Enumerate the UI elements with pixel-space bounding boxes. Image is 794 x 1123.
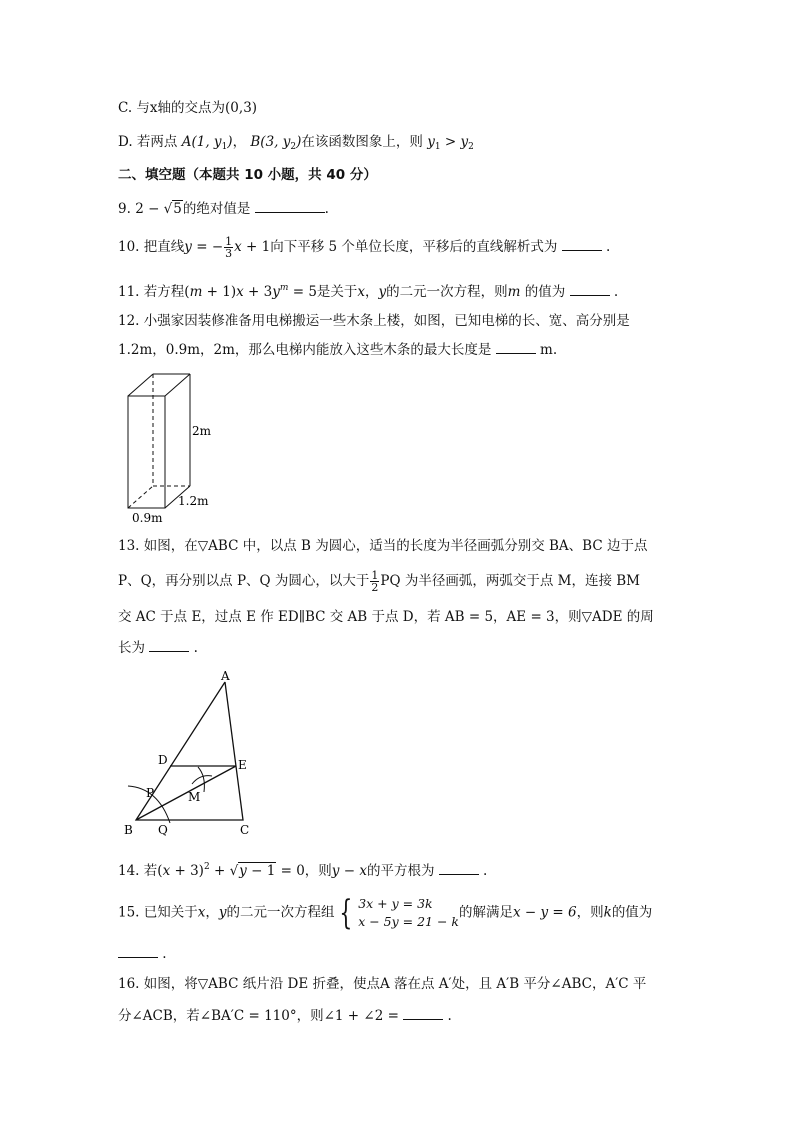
question-10: 10. 把直线y = − $\frac{1}{3}$ x + 1向下平移 5 个单位长度，平移后的直线解析式为 .	[118, 235, 611, 260]
answer-blank-16[interactable]	[403, 1005, 443, 1020]
question-14: 14. 若$(x + 3)^2 + √y - 1 = 0$，则y − x的平方根为 .	[118, 862, 488, 879]
label-m: M	[188, 790, 201, 804]
label-c: C	[240, 823, 250, 837]
question-13-line2: P、Q，再分别以点 P、Q 为圆心，以大于 $\frac{1}{2}$ PQ 为半径画弧，两弧交于点 M，连接 BM	[118, 569, 640, 594]
answer-blank-13[interactable]	[149, 637, 189, 652]
label-d: D	[158, 753, 168, 767]
label-e: E	[238, 758, 247, 772]
label-height: 2m	[192, 424, 212, 438]
question-12-line2: 1.2m，0.9m，2m，那么电梯内能放入这些木条的最大长度是 m.	[118, 339, 557, 360]
label-a: A	[221, 669, 230, 683]
question-15-answer-line: .	[118, 943, 167, 964]
question-13-line3: 交 AC 于点 E，过点 E 作 ED∥BC 交 AB 于点 D，若 AB = 5，AE = 3，则▽ADE 的周	[118, 609, 654, 625]
question-13-line1: 13. 如图，在▽ABC 中，以点 B 为圆心，适当的长度为半径画弧分别交 BA、BC 边于点	[118, 538, 648, 554]
label-width: 0.9m	[132, 511, 163, 525]
question-9: 9. 2 − √5的绝对值是 .	[118, 198, 329, 219]
answer-blank-11[interactable]	[570, 281, 610, 296]
question-11: 11. 若方程$(m + 1)x + 3y^m = 5$是关于x，y的二元一次方程，则m 的值为 .	[118, 283, 619, 300]
label-p: P	[146, 786, 155, 800]
question-12-line1: 12. 小强家因装修准备用电梯搬运一些木条上楼，如图，已知电梯的长、宽、高分别是	[118, 313, 630, 329]
elevator-box-figure	[118, 368, 228, 528]
label-b: B	[124, 823, 133, 837]
answer-blank-14[interactable]	[439, 860, 479, 875]
question-16-line2: 分∠ACB，若∠BA′C = 110°，则∠1 + ∠2 = .	[118, 1005, 452, 1026]
question-13-line4: 长为 .	[118, 637, 198, 658]
q8-option-d: D. 若两点 A(1, $y_1$)， B(3, $y_2$)在该函数图象上，则 $y_1 > y_2$	[118, 134, 474, 152]
answer-blank-10[interactable]	[562, 236, 602, 251]
triangle-abc-figure	[118, 668, 268, 840]
question-16-line1: 16. 如图，将▽ABC 纸片沿 DE 折叠，使点A 落在点 A′处，且 A′B 平分∠ABC，A′C 平	[118, 976, 647, 992]
label-q: Q	[158, 823, 168, 837]
answer-blank-9[interactable]	[255, 198, 325, 213]
q8-option-c: C. 与x轴的交点为(0,3)	[118, 100, 258, 116]
question-15: 15. 已知关于x，y的二元一次方程组 { 3x + y = 3k x − 5y = 21 − k 的解满足x − y = 6，则k的值为	[118, 893, 653, 933]
label-length: 1.2m	[178, 494, 209, 508]
answer-blank-15[interactable]	[118, 943, 158, 958]
section-title: 二、填空题（本题共 10 小题，共 40 分）	[118, 167, 377, 183]
answer-blank-12[interactable]	[496, 339, 536, 354]
